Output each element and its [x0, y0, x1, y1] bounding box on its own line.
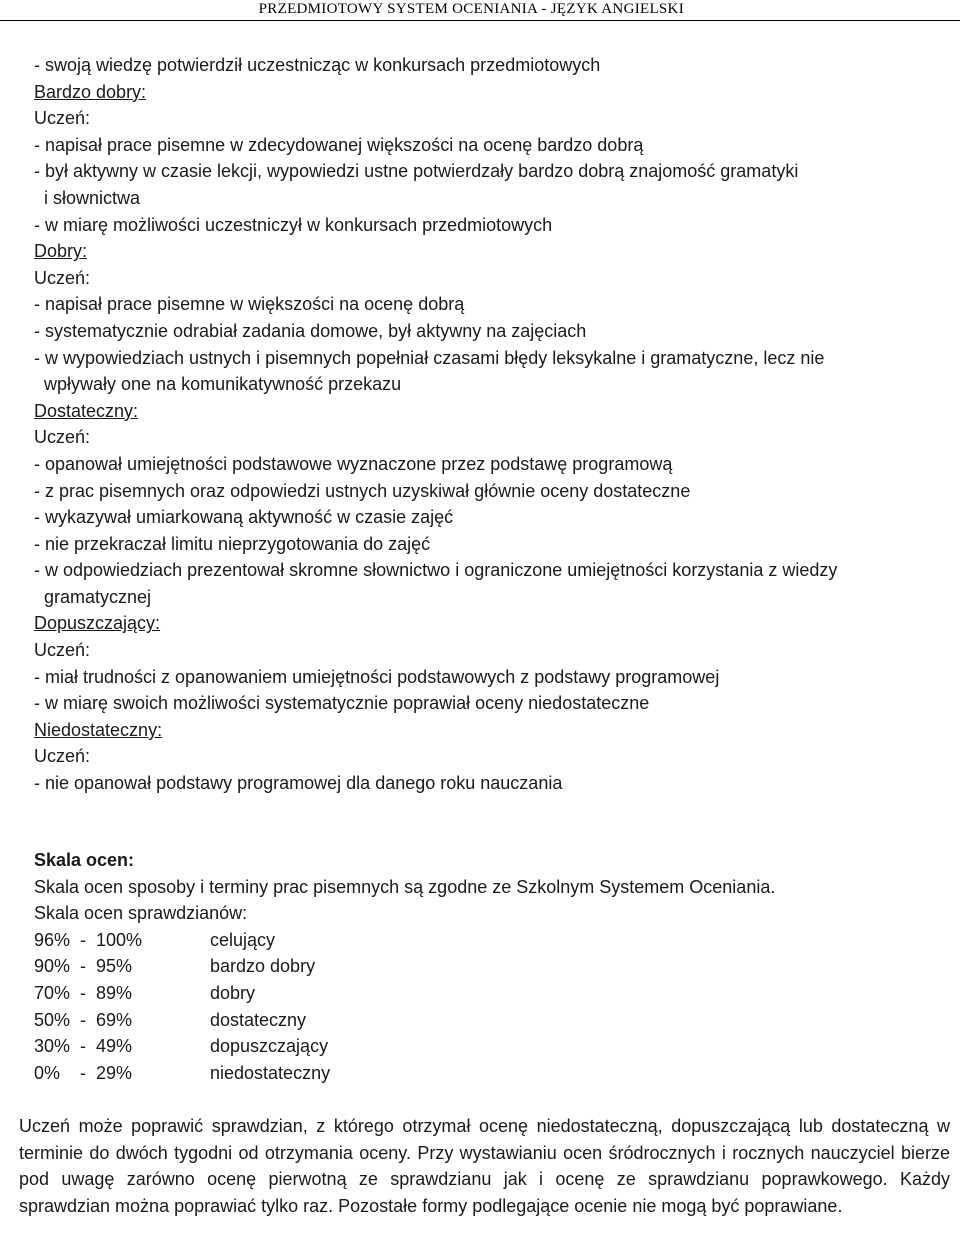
- scale-range: 0% - 29%: [34, 1062, 133, 1083]
- student-label: Uczeń:: [34, 640, 91, 661]
- scale-row: [34, 953, 940, 980]
- scale-range: 90% - 95%: [34, 956, 133, 977]
- criteria-item: - wykazywał umiarkowaną aktywność w czasie zajęć: [34, 507, 454, 528]
- scale-subheading: Skala ocen sprawdzianów:: [34, 903, 248, 924]
- scale-heading: Skala ocen:: [34, 850, 135, 870]
- scale-range: 70% - 89%: [34, 982, 133, 1003]
- student-label: Uczeń:: [34, 108, 91, 129]
- scale-row: [34, 1033, 940, 1060]
- grade-heading: Dopuszczający:: [34, 613, 161, 634]
- scale-grade: dobry: [210, 982, 256, 1003]
- criteria-item: - miał trudności z opanowaniem umiejętności podstawowych z podstawy programowej: [34, 666, 720, 687]
- criteria-item: - był aktywny w czasie lekcji, wypowiedzi ustne potwierdzały bardzo dobrą znajomość gramatyki: [34, 161, 799, 182]
- grade-criteria: [34, 52, 940, 797]
- criteria-item: - w miarę swoich możliwości systematycznie poprawiał oceny niedostateczne: [34, 693, 650, 714]
- criteria-item: - napisał prace pisemne w zdecydowanej większości na ocenę bardzo dobrą: [34, 134, 644, 155]
- scale-range: 96% - 100%: [34, 929, 143, 950]
- scale-row: [34, 1060, 940, 1087]
- criteria-item: - napisał prace pisemne w większości na ocenę dobrą: [34, 294, 465, 315]
- criteria-item: - nie przekraczał limitu nieprzygotowania do zajęć: [34, 533, 431, 554]
- scale-grade: niedostateczny: [210, 1062, 331, 1083]
- criteria-item-continued: i słownictwa: [44, 187, 141, 208]
- student-label: Uczeń:: [34, 427, 91, 448]
- criteria-item: - systematycznie odrabiał zadania domowe, był aktywny na zajęciach: [34, 320, 587, 341]
- grading-scale-section: [34, 847, 940, 1086]
- scale-grade: dostateczny: [210, 1009, 307, 1030]
- criteria-item: - w wypowiedziach ustnych i pisemnych popełniał czasami błędy leksykalne i gramatyczne, lecz nie: [34, 347, 825, 368]
- grade-heading: Dostateczny:: [34, 400, 139, 421]
- scale-range: 50% - 69%: [34, 1009, 133, 1030]
- scale-grade: dopuszczający: [210, 1036, 329, 1057]
- scale-grade: celujący: [210, 929, 276, 950]
- grade-heading: Dobry:: [34, 241, 88, 262]
- scale-range: 30% - 49%: [34, 1036, 133, 1057]
- grade-heading: Niedostateczny:: [34, 719, 163, 740]
- criteria-item: - nie opanował podstawy programowej dla danego roku nauczania: [34, 773, 563, 794]
- header-title: PRZEDMIOTOWY SYSTEM OCENIANIA - JĘZYK ANGIELSKI: [258, 1, 684, 17]
- student-label: Uczeń:: [34, 746, 91, 767]
- scale-table: [34, 927, 940, 1087]
- criteria-item: - opanował umiejętności podstawowe wyznaczone przez podstawę programową: [34, 453, 673, 474]
- scale-grade: bardzo dobry: [210, 956, 316, 977]
- scale-intro: Skala ocen sposoby i terminy prac pisemnych są zgodne ze Szkolnym Systemem Oceniania.: [34, 876, 776, 897]
- criteria-item: - swoją wiedzę potwierdził uczestnicząc w konkursach przedmiotowych: [34, 55, 601, 75]
- correction-rules-paragraph: Uczeń może poprawić sprawdzian, z którego otrzymał ocenę niedostateczną, dopuszczającą lub dostateczną w terminie do dwóch tygodni od otrzymania oceny. Przy wystawianiu ocen śródrocznych i rocznych nauczyciel bierze pod uwagę zarówno ocenę pierwotną ze sprawdzianu jak i ocenę ze sprawdzianu poprawkowego. Każdy sprawdzian można poprawiać tylko raz. Pozostałe formy podlegające ocenie nie mogą być poprawiane.: [19, 1116, 950, 1216]
- student-label: Uczeń:: [34, 267, 91, 288]
- criteria-item: - w odpowiedziach prezentował skromne słownictwo i ograniczone umiejętności korzystania z wiedzy: [34, 560, 838, 581]
- scale-row: [34, 980, 940, 1007]
- criteria-item-continued: gramatycznej: [44, 586, 152, 607]
- scale-row: [34, 1007, 940, 1034]
- criteria-item: - z prac pisemnych oraz odpowiedzi ustnych uzyskiwał głównie oceny dostateczne: [34, 480, 691, 501]
- page-header: [0, 0, 960, 21]
- criteria-item: - w miarę możliwości uczestniczył w konkursach przedmiotowych: [34, 214, 553, 235]
- grade-heading: Bardzo dobry:: [34, 81, 147, 102]
- criteria-item-continued: wpływały one na komunikatywność przekazu: [44, 374, 402, 395]
- scale-row: [34, 927, 940, 954]
